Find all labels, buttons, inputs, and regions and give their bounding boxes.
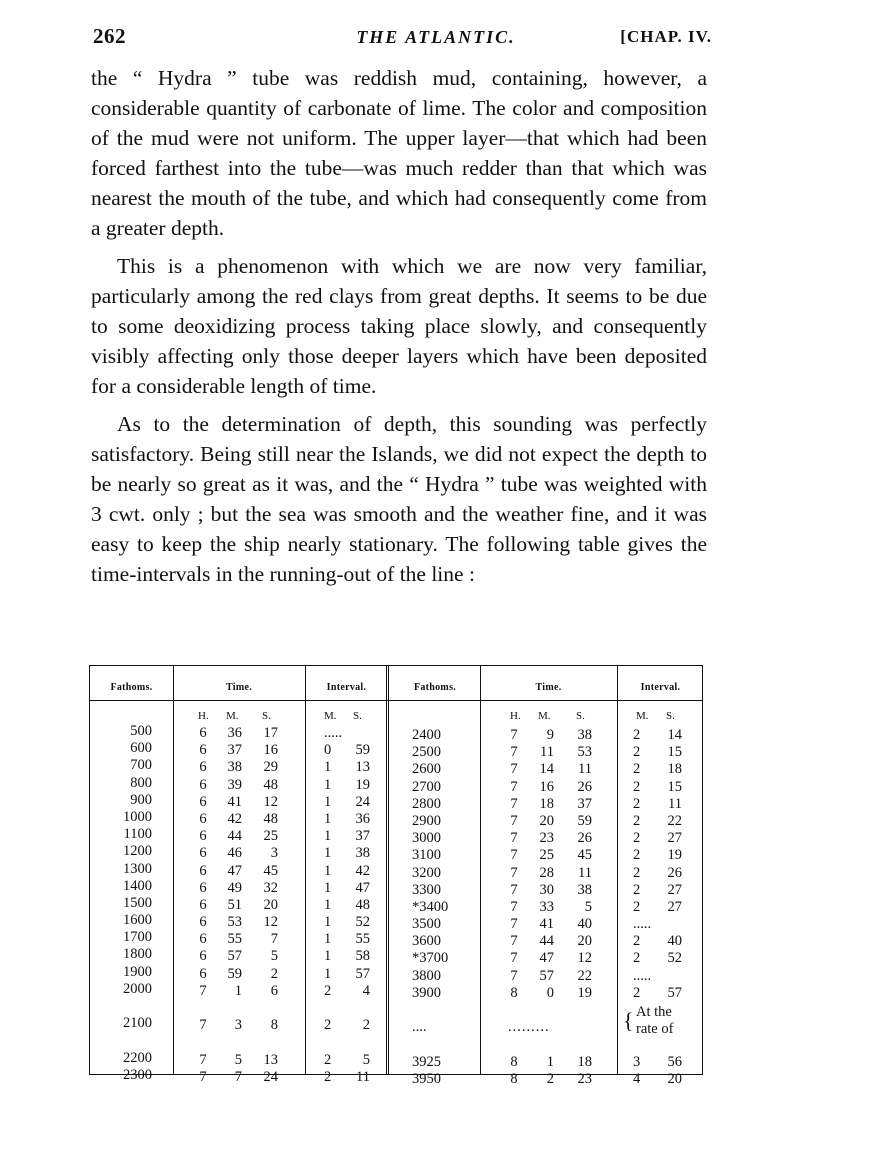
table-cell: 0	[324, 742, 332, 759]
seconds-subheader: S.	[576, 710, 585, 722]
minutes-subheader: M.	[636, 710, 649, 722]
table-cell: 24	[263, 1068, 278, 1085]
table-cell: 2	[633, 950, 641, 967]
table-cell: 7	[199, 982, 207, 999]
table-cell: 6	[199, 914, 207, 931]
table-cell: 55	[227, 931, 242, 948]
table-cell: 28	[539, 864, 554, 881]
table-cell: 18	[539, 795, 554, 812]
table-cell: 1	[324, 931, 332, 948]
table-cell: 13	[263, 1051, 278, 1068]
table-cell: 11	[578, 761, 592, 778]
table-cell: 7	[510, 812, 518, 829]
table-cell	[560, 1019, 592, 1036]
table-cell: 7	[510, 916, 518, 933]
minutes-subheader: M.	[538, 710, 551, 722]
table-cell: 3600	[412, 933, 441, 950]
table-cell: 6	[270, 982, 278, 999]
table-cell: 57	[539, 967, 554, 984]
table-cell: 26	[577, 830, 592, 847]
left-interval-seconds-column	[338, 725, 370, 1086]
table-cell: 42	[355, 862, 370, 879]
table-cell: 11	[578, 864, 592, 881]
table-cell: 7	[510, 864, 518, 881]
table-cell: 7	[199, 1068, 207, 1085]
table-cell: 900	[130, 791, 152, 808]
table-cell: 0	[546, 984, 554, 1001]
table-cell: 57	[667, 984, 682, 1001]
table-cell: 7	[270, 931, 278, 948]
table-cell: 12	[263, 914, 278, 931]
table-cell: .....	[633, 967, 652, 984]
table-cell: 1	[324, 896, 332, 913]
table-cell: 58	[355, 948, 370, 965]
table-cell: 36	[355, 810, 370, 827]
table-cell: 13	[355, 759, 370, 776]
paragraph: the “ Hydra ” tube was reddish mud, containing, however, a considerable quantity of carbonate of lime. The color and composition of the mud were not uniform. The upper layer—that which had been forced farthest into the tube—was much redder than that which was nearest the mouth of the tube, and which had consequently come from a greater depth.	[91, 66, 707, 240]
interval-header: Interval.	[640, 682, 681, 693]
table-cell: 47	[227, 862, 242, 879]
table-cell	[524, 1002, 554, 1019]
table-cell: 3	[234, 1017, 242, 1034]
table-cell: 7	[510, 795, 518, 812]
table-cell: 27	[667, 830, 682, 847]
table-cell: 2	[324, 1068, 332, 1085]
table-cell: 38	[577, 881, 592, 898]
table-cell: 2200	[123, 1049, 152, 1066]
table-cell: 29	[263, 759, 278, 776]
table-cell: 1	[324, 862, 332, 879]
table-cell: 17	[263, 725, 278, 741]
chapter-label: [CHAP. IV.	[620, 27, 712, 46]
table-cell: *3400	[412, 898, 449, 915]
table-cell: 3	[270, 845, 278, 862]
table-cell: 57	[355, 965, 370, 982]
table-cell: 39	[227, 776, 242, 793]
interval-header: Interval.	[326, 682, 367, 693]
table-cell: 11	[356, 1068, 370, 1085]
table-cell: 2	[362, 1017, 370, 1034]
table-cell: 1	[324, 759, 332, 776]
table-cell: 1300	[123, 860, 152, 877]
table-cell: 2	[633, 864, 641, 881]
table-cell: 7	[199, 1051, 207, 1068]
table-cell	[560, 1002, 592, 1019]
table-cell: *3700	[412, 950, 449, 967]
table-cell: 2600	[412, 761, 441, 778]
table-cell: 12	[577, 950, 592, 967]
table-cell: 5	[584, 898, 592, 915]
minutes-subheader: M.	[226, 710, 239, 722]
table-cell: 2	[270, 965, 278, 982]
table-cell: 57	[227, 948, 242, 965]
table-cell: 53	[227, 914, 242, 931]
table-cell: 6	[199, 845, 207, 862]
table-cell: 38	[227, 759, 242, 776]
table-cell	[338, 1000, 370, 1017]
table-cell	[650, 1036, 682, 1053]
left-hours-column	[193, 725, 213, 1086]
table-cell: 33	[539, 898, 554, 915]
table-cell: 6	[199, 931, 207, 948]
table-cell: 26	[667, 864, 682, 881]
table-cell: 7	[510, 881, 518, 898]
table-cell: 1	[234, 982, 242, 999]
paragraph: This is a phenomenon with which we are now very familiar, particularly among the red clays from great depths. It seems to be due to some deoxidizing process taking place slowly, and consequently visibly affecting only those deeper layers which have been deposited for a considerable length of time.	[91, 254, 707, 398]
table-cell: 6	[199, 759, 207, 776]
table-cell: 18	[667, 761, 682, 778]
table-cell: 3100	[412, 847, 441, 864]
table-cell: 45	[263, 862, 278, 879]
table-cell: 46	[227, 845, 242, 862]
table-cell: 2000	[123, 980, 152, 997]
table-cell: 41	[227, 793, 242, 810]
table-cell: 6	[199, 776, 207, 793]
table-cell: 8	[510, 1070, 518, 1087]
table-cell: 2	[633, 984, 641, 1001]
table-cell: 2	[633, 727, 641, 743]
table-cell: 32	[263, 879, 278, 896]
note-brace: {	[623, 1008, 634, 1033]
table-cell: 2500	[412, 744, 441, 761]
sounding-table	[89, 665, 703, 1087]
table-cell: 37	[227, 742, 242, 759]
table-cell: 2	[324, 1017, 332, 1034]
table-cell: 37	[355, 828, 370, 845]
table-cell: 7	[510, 761, 518, 778]
table-cell: 6	[199, 896, 207, 913]
table-cell: 5	[270, 948, 278, 965]
table-cell: 40	[577, 916, 592, 933]
table-cell: 14	[539, 761, 554, 778]
table-cell: 6	[199, 948, 207, 965]
table-cell: 1800	[123, 946, 152, 963]
table-cell: 1200	[123, 843, 152, 860]
table-cell: 56	[667, 1053, 682, 1070]
table-cell: 1	[324, 828, 332, 845]
table-cell: 2800	[412, 795, 441, 812]
table-cell: 5	[234, 1051, 242, 1068]
table-cell: 1	[324, 948, 332, 965]
table-cell: 7	[510, 778, 518, 795]
table-cell: 38	[577, 727, 592, 743]
table-cell: 7	[510, 950, 518, 967]
table-cell: 2	[633, 812, 641, 829]
table-cell: 700	[130, 757, 152, 774]
table-cell: 1600	[123, 912, 152, 929]
right-fathoms-column	[412, 727, 472, 1088]
table-cell	[338, 1034, 370, 1051]
table-cell	[193, 1034, 213, 1051]
time-gap-dots: .........	[508, 1019, 550, 1035]
table-cell: 3200	[412, 864, 441, 881]
table-cell: 48	[355, 896, 370, 913]
column-rule	[305, 666, 306, 1074]
table-cell	[250, 1000, 278, 1017]
table-cell: 36	[227, 725, 242, 741]
column-rule	[386, 666, 389, 1074]
table-cell: 22	[667, 812, 682, 829]
table-cell: 6	[199, 862, 207, 879]
table-cell	[212, 1034, 242, 1051]
table-cell: 24	[355, 793, 370, 810]
table-cell: 27	[667, 881, 682, 898]
table-cell: 1400	[123, 877, 152, 894]
table-cell: 1000	[123, 808, 152, 825]
table-cell: 5	[362, 1051, 370, 1068]
table-cell	[650, 916, 682, 933]
table-cell: 49	[227, 879, 242, 896]
table-cell: 8	[510, 984, 518, 1001]
table-cell	[100, 1032, 152, 1049]
table-cell	[412, 1036, 472, 1053]
table-cell: 3925	[412, 1053, 441, 1070]
table-cell: 7	[199, 1017, 207, 1034]
table-cell: 16	[263, 742, 278, 759]
table-cell: 42	[227, 810, 242, 827]
left-minutes-column	[212, 725, 242, 1086]
table-cell: 1900	[123, 963, 152, 980]
table-cell: 25	[539, 847, 554, 864]
table-cell: 500	[130, 723, 152, 739]
table-cell: 25	[263, 828, 278, 845]
column-rule	[173, 666, 174, 1074]
table-cell: 7	[510, 898, 518, 915]
table-cell: 30	[539, 881, 554, 898]
table-cell: 1	[324, 965, 332, 982]
table-cell: 2400	[412, 727, 441, 743]
table-cell: 3500	[412, 916, 441, 933]
table-cell: 23	[539, 830, 554, 847]
table-cell: 2	[633, 881, 641, 898]
table-cell	[212, 1000, 242, 1017]
table-cell: 41	[539, 916, 554, 933]
table-cell: 3900	[412, 984, 441, 1001]
table-cell: 27	[667, 898, 682, 915]
table-cell: 38	[355, 845, 370, 862]
table-cell: 6	[199, 742, 207, 759]
table-cell: 52	[355, 914, 370, 931]
table-cell: 15	[667, 744, 682, 761]
left-seconds-column	[250, 725, 278, 1086]
table-cell: 6	[199, 793, 207, 810]
table-cell: 2	[633, 761, 641, 778]
table-cell: 40	[667, 933, 682, 950]
table-cell: 2100	[123, 1015, 152, 1032]
table-cell: 6	[199, 725, 207, 741]
running-title: THE ATLANTIC.	[356, 27, 516, 47]
table-cell: 55	[355, 931, 370, 948]
table-cell: 2	[633, 795, 641, 812]
table-cell: 20	[577, 933, 592, 950]
table-cell: 2	[633, 778, 641, 795]
table-cell: 1100	[123, 826, 152, 843]
table-cell: 53	[577, 744, 592, 761]
table-cell: 15	[667, 778, 682, 795]
table-cell: 2	[324, 982, 332, 999]
table-cell: 6	[199, 879, 207, 896]
table-cell: 3800	[412, 967, 441, 984]
table-cell: 44	[539, 933, 554, 950]
hours-subheader: H.	[510, 710, 521, 722]
table-cell: 51	[227, 896, 242, 913]
table-cell: 8	[510, 1053, 518, 1070]
table-cell: 2	[633, 744, 641, 761]
table-cell	[412, 1002, 472, 1019]
header-rule	[90, 700, 702, 701]
table-cell: 11	[540, 744, 554, 761]
seconds-subheader: S.	[262, 710, 271, 722]
table-cell: 7	[510, 933, 518, 950]
table-cell: 4	[633, 1070, 641, 1087]
table-cell: 48	[263, 776, 278, 793]
table-cell: 23	[577, 1070, 592, 1087]
table-cell: 2300	[123, 1066, 152, 1083]
page-number: 262	[93, 24, 126, 48]
table-cell: 9	[546, 727, 554, 743]
table-cell	[560, 1036, 592, 1053]
table-cell: 7	[510, 967, 518, 984]
table-cell: 2	[633, 898, 641, 915]
seconds-subheader: S.	[666, 710, 675, 722]
table-cell: 20	[539, 812, 554, 829]
table-cell: 7	[510, 847, 518, 864]
table-cell	[524, 1036, 554, 1053]
fathoms-header: Fathoms.	[110, 682, 153, 693]
table-cell: 48	[263, 810, 278, 827]
table-cell	[193, 1000, 213, 1017]
time-header: Time.	[535, 682, 562, 693]
table-cell: 47	[355, 879, 370, 896]
table-cell: 800	[130, 774, 152, 791]
table-cell	[338, 725, 370, 742]
table-cell: 6	[199, 810, 207, 827]
table-cell	[650, 968, 682, 985]
fathoms-header: Fathoms.	[413, 682, 457, 693]
table-cell: 2	[633, 830, 641, 847]
table-cell: 14	[667, 727, 682, 743]
table-cell: 47	[539, 950, 554, 967]
table-cell: 8	[270, 1017, 278, 1034]
table-cell: 59	[577, 812, 592, 829]
table-cell: 20	[263, 896, 278, 913]
table-cell: 4	[362, 982, 370, 999]
table-cell: 3300	[412, 881, 441, 898]
table-cell: 18	[577, 1053, 592, 1070]
table-cell: 59	[227, 965, 242, 982]
table-cell: 45	[577, 847, 592, 864]
seconds-subheader: S.	[353, 710, 362, 722]
table-cell: 6	[199, 965, 207, 982]
left-fathoms-column	[100, 723, 152, 1084]
table-cell: 11	[668, 795, 682, 812]
table-cell: 20	[667, 1070, 682, 1087]
right-seconds-column	[560, 727, 592, 1088]
table-cell: 16	[539, 778, 554, 795]
rate-note-line1: At the	[636, 1004, 672, 1020]
table-cell: 2	[633, 933, 641, 950]
paragraph: As to the determination of depth, this sounding was perfectly satisfactory. Being still near the Islands, we did not expect the depth to be nearly so great as it was, and the “ Hydra ” tube was weighted with 3 cwt. only ; but the sea was smooth and the weather fine, and it was easy to keep the ship nearly stationary. The following table gives the time-intervals in the running-out of the line :	[91, 412, 707, 586]
table-cell: .....	[324, 725, 343, 741]
table-cell: 7	[510, 727, 518, 743]
table-cell: 3950	[412, 1070, 441, 1087]
table-cell: 7	[234, 1068, 242, 1085]
column-rule	[480, 666, 481, 1074]
table-cell: 19	[667, 847, 682, 864]
table-cell: 1	[546, 1053, 554, 1070]
table-cell: 3	[633, 1053, 641, 1070]
table-cell: 3000	[412, 830, 441, 847]
table-cell: 2	[633, 847, 641, 864]
table-cell: 2700	[412, 778, 441, 795]
table-cell: 2900	[412, 812, 441, 829]
hours-subheader: H.	[198, 710, 209, 722]
table-cell: .....	[633, 916, 652, 933]
table-cell: 2	[324, 1051, 332, 1068]
table-cell: 19	[355, 776, 370, 793]
table-cell: 7	[510, 830, 518, 847]
table-cell: 59	[355, 742, 370, 759]
table-cell: 1500	[123, 894, 152, 911]
body-text	[91, 63, 707, 597]
table-cell	[504, 1036, 524, 1053]
table-cell: 44	[227, 828, 242, 845]
table-cell: 1	[324, 879, 332, 896]
table-cell: ....	[412, 1019, 427, 1036]
table-cell: 1	[324, 810, 332, 827]
table-cell: 22	[577, 967, 592, 984]
table-cell: 37	[577, 795, 592, 812]
table-cell	[250, 1034, 278, 1051]
table-cell: 6	[199, 828, 207, 845]
minutes-subheader: M.	[324, 710, 337, 722]
rate-note-line2: rate of	[636, 1021, 674, 1037]
column-rule	[617, 666, 618, 1074]
table-cell: 19	[577, 984, 592, 1001]
table-cell: 12	[263, 793, 278, 810]
table-cell	[100, 998, 152, 1015]
table-cell	[504, 1002, 524, 1019]
table-cell: 2	[546, 1070, 554, 1087]
table-cell: 1700	[123, 929, 152, 946]
table-cell: 1	[324, 776, 332, 793]
table-cell: 1	[324, 845, 332, 862]
table-cell: 1	[324, 914, 332, 931]
table-cell: 1	[324, 793, 332, 810]
table-cell: 26	[577, 778, 592, 795]
time-header: Time.	[225, 682, 253, 693]
table-cell: 7	[510, 744, 518, 761]
table-cell: 52	[667, 950, 682, 967]
table-cell: 600	[130, 740, 152, 757]
